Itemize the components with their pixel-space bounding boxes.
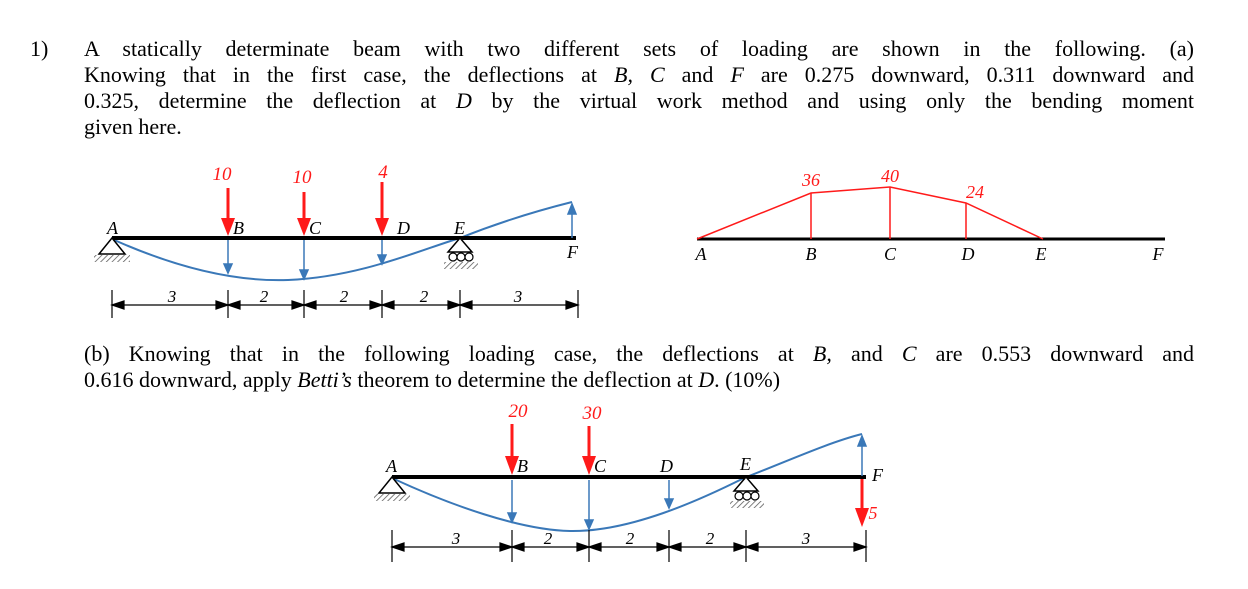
figure2-load-f-label: 5: [868, 503, 878, 523]
figure2-deflected-shape: [392, 434, 862, 531]
figure1-load-c-label: 10: [292, 167, 312, 188]
figure1-span-label: 2: [259, 287, 269, 306]
figure1-load-d: [375, 162, 389, 236]
figure1-point-a-label: A: [107, 218, 118, 238]
question-number: 1): [30, 36, 49, 61]
figure1-point-b-label: B: [233, 218, 244, 238]
figure1-beam-diagram: [94, 162, 579, 318]
moment-diagram-outline: [697, 187, 1043, 239]
figure1-span-label: 3: [513, 287, 523, 306]
moment-diagram: [695, 166, 1166, 264]
figure1-point-e-label: E: [454, 218, 465, 238]
figure2-point-c-label: C: [594, 456, 607, 476]
figure1-span-label: 3: [167, 287, 177, 306]
figure1-point-f-label: F: [567, 242, 578, 262]
moment-value-c: 40: [881, 166, 899, 186]
moment-point-e-label: E: [1035, 244, 1047, 264]
figure1-span-label: 2: [339, 287, 349, 306]
figure2-point-b-label: B: [517, 456, 528, 476]
text-line: Knowing that in the first case, the deflections at B, C and F are 0.275 downward, 0.311 downward and: [84, 62, 1194, 87]
text-line: 0.325, determine the deflection at D by the virtual work method and using only the bending moment: [84, 88, 1195, 113]
moment-point-c-label: C: [883, 244, 897, 264]
figure2-point-e-label: E: [740, 454, 751, 474]
figure2-point-f-label: F: [872, 465, 883, 485]
figure1-support-a-pin: [94, 238, 130, 262]
figure2-span-label: 2: [705, 529, 715, 548]
figure2-load-b-label: 20: [508, 401, 528, 422]
figure1-load-d-label: 4: [378, 162, 388, 183]
text-line: given here.: [84, 114, 182, 139]
text-line: (b) Knowing that in the following loading case, the deflections at B, and C are 0.553 downward and: [84, 341, 1194, 366]
moment-point-a-label: A: [695, 244, 707, 264]
figure2-span-label: 3: [451, 529, 461, 548]
figure1-load-b-label: 10: [212, 164, 232, 185]
figure1-support-e-roller: [444, 238, 478, 269]
text-line: A statically determinate beam with two different sets of loading are shown in the following. (a): [84, 36, 1194, 61]
figure1-point-c-label: C: [309, 218, 322, 238]
figure2-point-d-label: D: [660, 456, 673, 476]
moment-point-d-label: D: [961, 244, 975, 264]
figure1-load-b: [213, 164, 236, 236]
text-line: 0.616 downward, apply Betti’s theorem to determine the deflection at D. (10%): [84, 367, 781, 392]
figure2-load-c-label: 30: [582, 403, 602, 424]
moment-value-b: 36: [802, 170, 820, 190]
figure2-support-a-pin: [374, 477, 410, 501]
figure1-deflected-shape: [112, 202, 572, 280]
figure2-span-label: 3: [801, 529, 811, 548]
moment-value-d: 24: [966, 182, 984, 202]
figure1-span-label: 2: [419, 287, 429, 306]
figure2-span-label: 2: [543, 529, 553, 548]
moment-point-f-label: F: [1152, 244, 1164, 264]
figure2-span-label: 2: [625, 529, 635, 548]
figure2-load-f: [855, 479, 878, 527]
figure1-point-d-label: D: [397, 218, 410, 238]
moment-point-b-label: B: [805, 244, 817, 264]
figure2-beam-diagram: [374, 401, 884, 562]
figure2-point-a-label: A: [386, 456, 397, 476]
